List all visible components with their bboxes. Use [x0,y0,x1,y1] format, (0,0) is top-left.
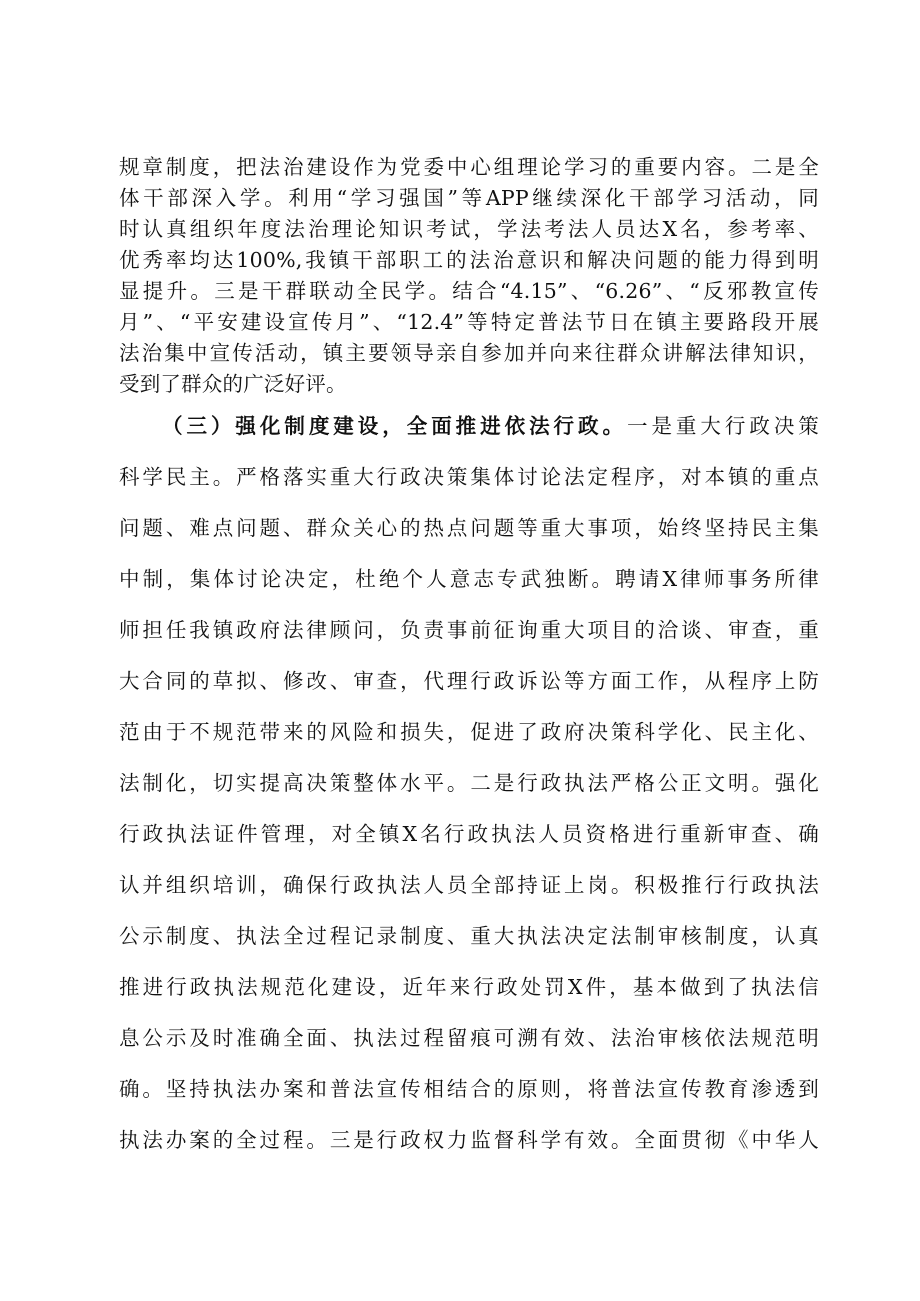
body-text-line: 行政执法证件管理，对全镇X名行政执法人员资格进行重新审查、确 [119,822,819,846]
body-text-line: 问题、难点问题、群众关心的热点问题等重大事项，始终坚持民主集 [119,516,819,540]
section-heading-rest: 一是重大行政决策 [626,414,819,438]
body-text-line: 执法办案的全过程。三是行政权力监督科学有效。全面贯彻《中华人 [119,1128,819,1152]
body-text-line: 中制，集体讨论决定，杜绝个人意志专武独断。聘请X律师事务所律 [119,567,819,591]
body-text-line: 受到了群众的广泛好评。 [119,372,347,396]
body-text-line: 法制化，切实提高决策整体水平。二是行政执法严格公正文明。强化 [119,771,819,795]
body-text-line: 师担任我镇政府法律顾问，负责事前征询重大项目的洽谈、审查，重 [119,618,819,642]
body-text-line: 大合同的草拟、修改、审查，代理行政诉讼等方面工作，从程序上防 [119,669,819,693]
section-heading: （三）强化制度建设，全面推进依法行政。 [162,414,627,438]
body-text-line: 认并组织培训，确保行政执法人员全部持证上岗。积极推行行政执法 [119,873,819,897]
body-text-line: 推进行政执法规范化建设，近年来行政处罚X件，基本做到了执法信 [119,975,819,999]
body-text-line: 体干部深入学。利用“学习强国”等APP继续深化干部学习活动，同 [119,186,819,210]
body-text-line: 公示制度、执法全过程记录制度、重大执法决定法制审核制度，认真 [119,924,819,948]
body-text-line: 息公示及时准确全面、执法过程留痕可溯有效、法治审核依法规范明 [119,1026,819,1050]
body-text-line: 范由于不规范带来的风险和损失，促进了政府决策科学化、民主化、 [119,720,819,744]
body-text-line: 科学民主。严格落实重大行政决策集体讨论法定程序，对本镇的重点 [119,465,819,489]
body-text-line: 规章制度，把法治建设作为党委中心组理论学习的重要内容。二是全 [119,155,819,179]
body-text-line: 显提升。三是干群联动全民学。结合“4.15”、“6.26”、“反邪教宣传 [119,279,819,303]
body-text-line: 优秀率均达100%,我镇干部职工的法治意识和解决问题的能力得到明 [119,248,819,272]
section-first-line [162,412,819,440]
body-text-line: 月”、“平安建设宣传月”、“12.4”等特定普法节日在镇主要路段开展 [119,310,819,334]
body-text-line: 确。坚持执法办案和普法宣传相结合的原则，将普法宣传教育渗透到 [119,1077,819,1101]
body-text-line: 法治集中宣传活动，镇主要领导亲自参加并向来往群众讲解法律知识， [119,341,819,365]
body-text-line: 时认真组织年度法治理论知识考试，学法考法人员达X名，参考率、 [119,217,819,241]
